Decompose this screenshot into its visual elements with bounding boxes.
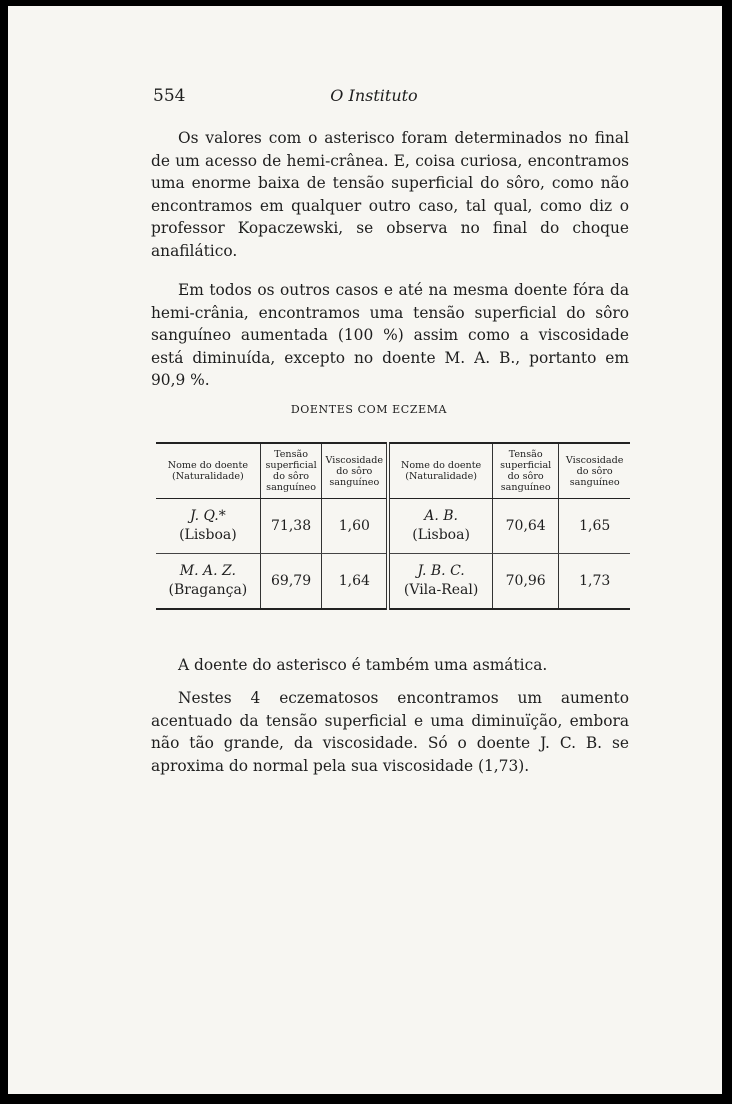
patient-place: (Lisboa): [412, 527, 470, 543]
running-title: O Instituto: [330, 86, 418, 105]
tension-value: 69,79: [260, 554, 322, 610]
tension-value: 70,96: [493, 554, 559, 610]
table-row: [156, 499, 630, 554]
patient-cell: [388, 554, 492, 610]
table-row: [156, 554, 630, 610]
header-viscosity-left: Viscosidade do sôro sanguíneo: [322, 443, 388, 499]
patient-place: (Vila-Real): [403, 582, 479, 598]
page: [8, 6, 722, 1094]
patient-name: J. B. C.: [417, 563, 465, 579]
header-tension-right: Tensão superficial do sôro sanguíneo: [493, 443, 559, 499]
paragraph-1: Os valores com o asterisco foram determinados no final de um acesso de hemi-crânea. E, coisa curiosa, encontramos uma enorme baixa de tensão superficial do sôro, como não encontramos em qualquer outro caso, tal qual, como diz o professor Kopaczewski, se observa no final do choque anafilático.: [151, 129, 629, 260]
paragraph-2: Em todos os outros casos e até na mesma doente fóra da hemi-crânia, encontramos uma tensão superficial do sôro sanguíneo aumentada (100 %) assim como a viscosidade está diminuída, excepto no doente M. A. B., portanto em 90,9 %.: [151, 281, 629, 390]
tension-value: 70,64: [493, 499, 559, 554]
header-viscosity-right: Viscosidade do sôro sanguíneo: [559, 443, 630, 499]
page-number: 554: [153, 86, 186, 106]
patient-cell: [156, 499, 260, 554]
viscosity-value: 1,64: [322, 554, 388, 610]
table-header-row: [156, 443, 630, 499]
patient-name: J. Q.*: [190, 508, 226, 524]
patient-cell: [388, 499, 492, 554]
paragraph-3: A doente do asterisco é também uma asmática.: [178, 656, 548, 674]
patient-name: M. A. Z.: [179, 563, 236, 579]
table-caption: DOENTES COM ECZEMA: [290, 403, 448, 416]
viscosity-value: 1,73: [559, 554, 630, 610]
header-name-left: Nome do doente (Naturalidade): [156, 443, 260, 499]
patient-place: (Lisboa): [179, 527, 237, 543]
patient-cell: [156, 554, 260, 610]
eczema-table: [156, 442, 630, 610]
viscosity-value: 1,65: [559, 499, 630, 554]
header-name-right: Nome do doente (Naturalidade): [388, 443, 492, 499]
patient-name: A. B.: [424, 508, 458, 524]
patient-place: (Bragança): [168, 582, 248, 598]
viscosity-value: 1,60: [322, 499, 388, 554]
paragraph-4: Nestes 4 eczematosos encontramos um aumento acentuado da tensão superficial e uma diminuïção, embora não tão grande, da viscosidade. Só o doente J. C. B. se aproxima do normal pela sua viscosidade (1,73).: [151, 689, 629, 775]
tension-value: 71,38: [260, 499, 322, 554]
header-tension-left: Tensão superficial do sôro sanguíneo: [260, 443, 322, 499]
